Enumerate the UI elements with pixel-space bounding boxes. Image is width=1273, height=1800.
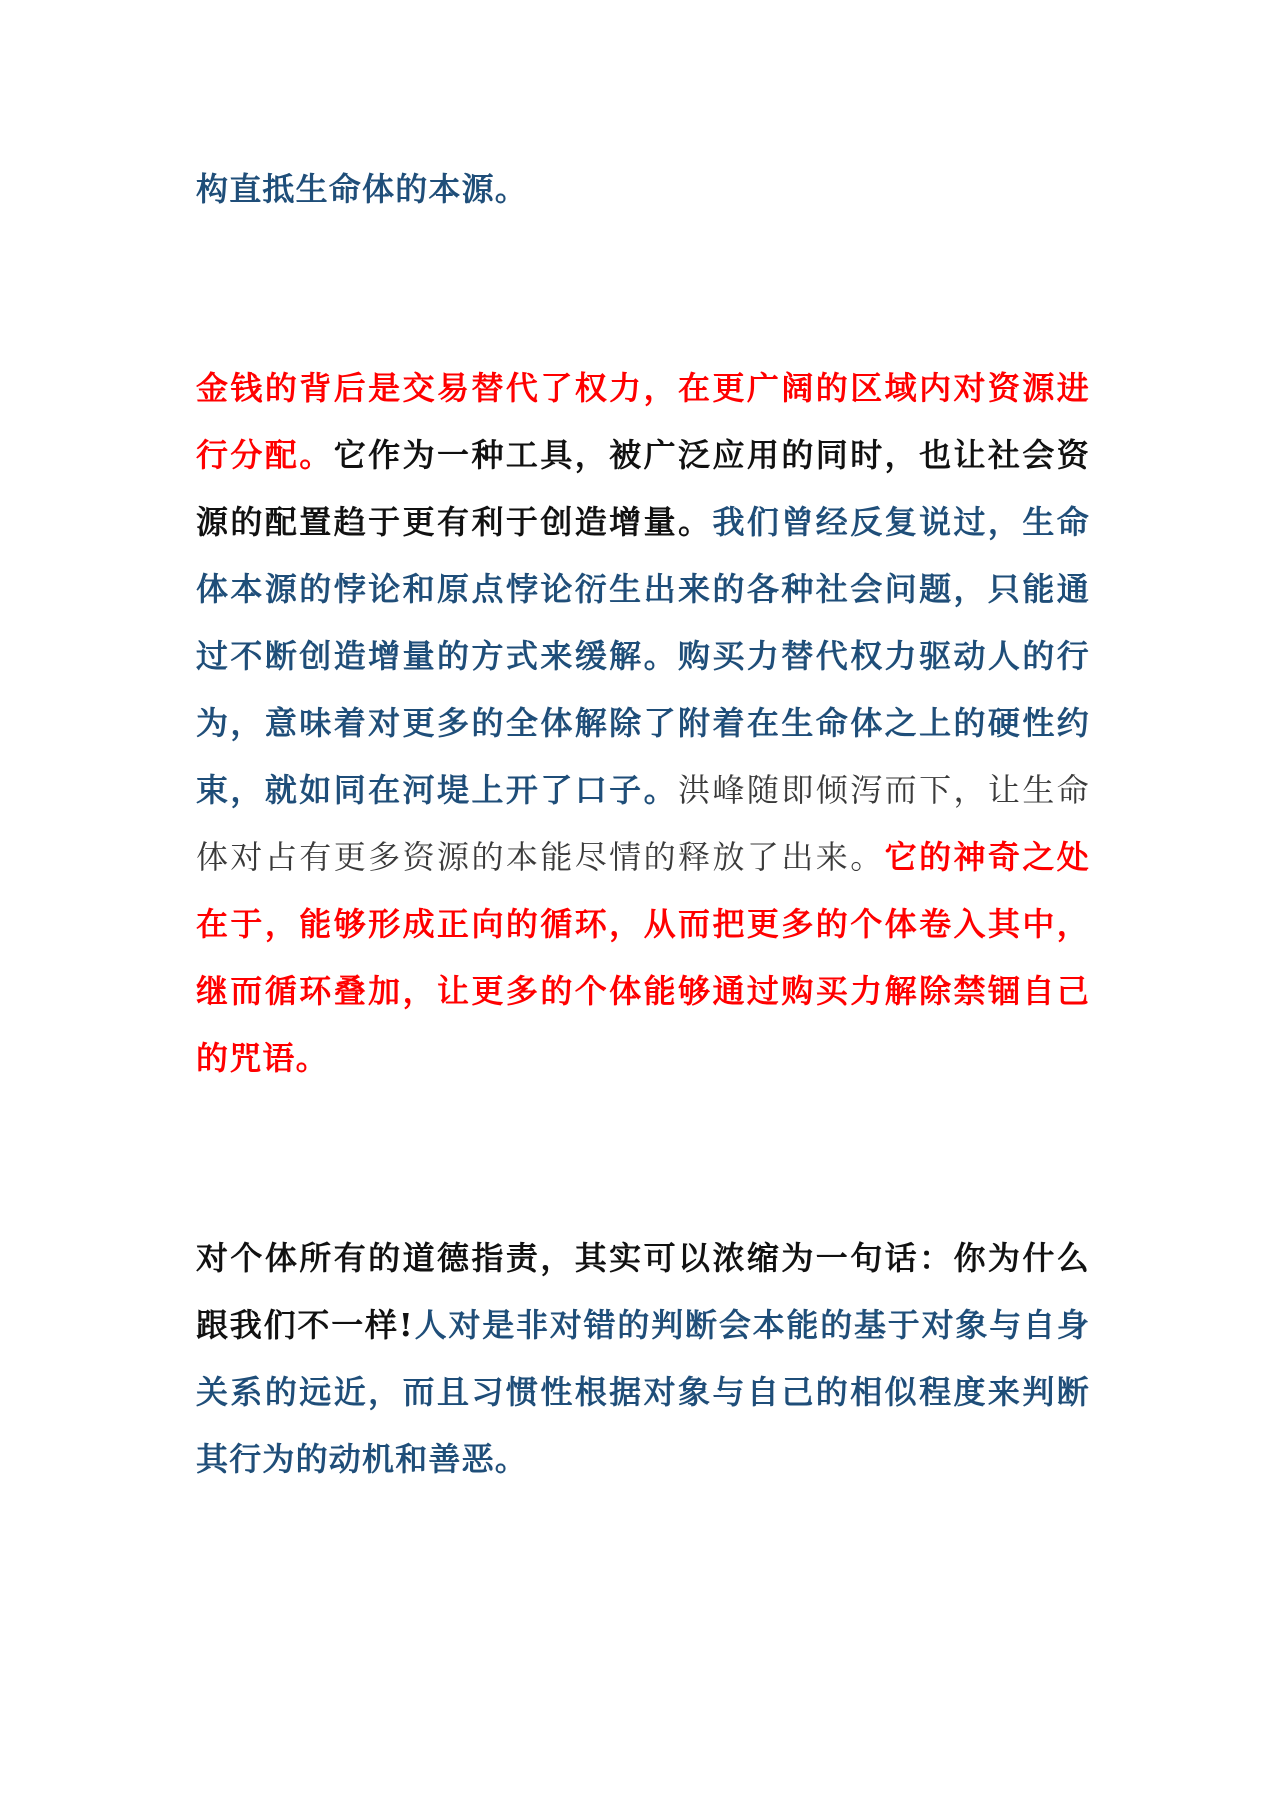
text-segment: 对个体所有的道德指责，其实可以浓缩为一句话：你为什么跟我们不一样! — [196, 1239, 1090, 1344]
text-segment: 它作为一种工具，被广泛应用的同时，也让社会资源的配置趋于更有利于创造增量。 — [196, 436, 1090, 541]
text-segment: 构直抵生命体的本源。 — [196, 170, 529, 208]
paragraph-1 — [196, 156, 1090, 223]
paragraph-3 — [196, 1225, 1090, 1493]
text-segment: 金钱的背后是交易替代了权力，在更广阔的区域内对资源进行分配。 — [196, 369, 1090, 474]
text-segment: 它的神奇之处在于，能够形成正向的循环，从而把更多的个体卷入其中，继而循环叠加，让更多的个体能够通过购买力解除禁锢自己的咒语。 — [196, 838, 1090, 1077]
text-segment: 我们曾经反复说过，生命体本源的悖论和原点悖论衍生出来的各种社会问题，只能通过不断创造增量的方式来缓解。购买力替代权力驱动人的行为，意味着对更多的全体解除了附着在生命体之上的硬性约束，就如同在河堤上开了口子。 — [196, 503, 1090, 809]
text-segment: 洪峰随即倾泻而下，让生命体对占有更多资源的本能尽情的释放了出来。 — [196, 771, 1090, 876]
text-segment: 人对是非对错的判断会本能的基于对象与自身关系的远近，而且习惯性根据对象与自己的相似程度来判断其行为的动机和善恶。 — [196, 1306, 1090, 1478]
paragraph-2 — [196, 355, 1090, 1092]
